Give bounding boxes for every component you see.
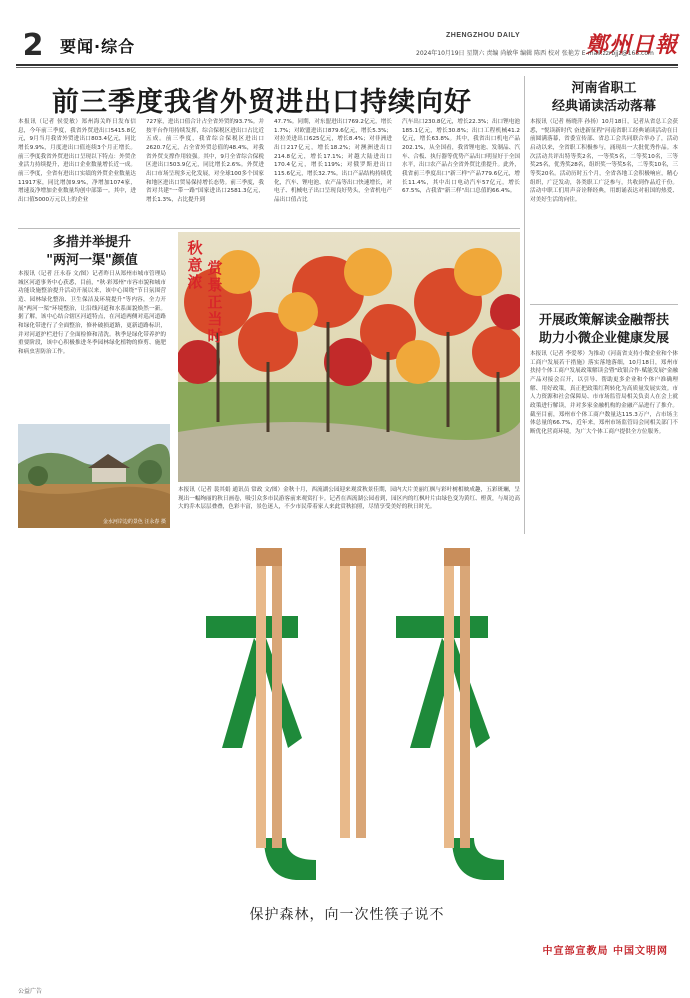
masthead-rule-thin — [16, 67, 678, 68]
lead-column: 汽车出口230.8亿元，增长22.3%；出口锂电池185.1亿元，增长30.8%；出口工程机械41.2亿元，增长63.8%。其中，我省出口机电产品202.1%，从全国看，我省锂电池、发制品、汽车、合板、执行器等优势产品出口明显好于全国水平，出口农产品占全省外贸比重提升。此外，我省前三季度出口"新三样"产品779.6亿元，增长11.4%，其中出口电动汽车57亿元，增长67.5%，占我省"新三样"出口总值的66.4%。 — [402, 119, 520, 195]
garden-photo — [18, 424, 170, 528]
autumn-park-photo — [178, 232, 520, 482]
lead-column: 47.7%。同期，对东盟进出口769.2亿元，增长1.7%；对欧盟进出口879.6亿元，增长5.3%；对拉美进出口625亿元，增长8.4%；对非洲进出口217亿元，增长18.2%；对澳洲进出口214.8亿元，增长17.1%；对越大陆进出口170.4亿元，增长119%；对俄罗斯进出口115.6亿元，增长32.7%。出口产品结构持续优化，汽车、锂电池、农产品等出口快速增长，对电子、机械电子出口呈现良好势头，全省机电产品出口值占比 — [274, 119, 392, 203]
paper-logo: 鄭州日報 — [585, 32, 678, 58]
feature-vertical-title: 赏景正当时 — [205, 260, 224, 345]
forest-chopsticks-illustration — [16, 538, 678, 898]
feature-vertical-title: 秋意浓 — [185, 240, 204, 291]
footer-label: 公益广告 — [18, 988, 43, 995]
public-service-ad — [16, 538, 678, 974]
lead-column: 727家，进出口值合计占全省外贸的93.7%。并按平台作用持续发挥，综合保税区进出口占比近五成。前三季度，我省综合保税区进出口2620.7亿元，占全省外贸总值的48.4%，对我省外贸支撑作用较强。其中，9月全省综合保税区进出口503.9亿元，同比增长2.6%。外贸进出口市场呈现多元化发展，对全球100多个国家和地区进出口贸易保持增长态势。前三季度，我省对共建"一带一路"国家进出口2581.3亿元，增长1.3%，占比提升到 — [146, 119, 264, 203]
headline-line: 经典诵读活动落幕 — [551, 98, 656, 114]
right-article-2: 本报讯（记者 李爱琴）为推动《河南省支持小微企业和个体工商户发展若干措施》落实落地落细，10月18日，郑州市扶持个体工商户发展政策解读会暨"政银合作·赋能发展"金融产品对接会召开，以引导、帮助更多企业和个体户准确理解、用好政策，真正把政策红利转化为高质量发展实效。市人力资源和社会保障局、市市场监管局相关负责人在会上就政策进行解读，并对多家金融机构的金融产品进行了推介。截至目前，郑州市个体工商户数量达115.3万户，占市场主体总量的66.7%，近年来，郑州市场监管局会同相关部门不断优化营商环境，为广大个体工商户提供全方位服务。 — [530, 351, 678, 435]
divider — [18, 228, 520, 229]
headline-line: 开展政策解读金融帮扶 — [538, 313, 669, 328]
lead-headline: 前三季度我省外贸进出口持续向好 — [52, 87, 472, 118]
headline-line: 助力小微企业健康发展 — [538, 330, 669, 346]
masthead-rule — [16, 64, 678, 66]
left-article: 本报讯（记者 汪永春 文/图）记者昨日从郑州市城市管理局城区河道事务中心获悉，目前，"秋·彩郑州"市容市貌和城市功能设施整治提升活动开展以来，该中心围绕"节日氛围营造、园林绿化整治、卫生保洁及环境提升"等内容，全力开展"两河一渠"环境整治，让沿线河道和水系面貌焕然一新。据了解，该中心结合辖区河道特点，在河道两侧对巡河道路和绿化带进行了全面整治，修补破损道路，更新道路标识，并对河道护栏进行了全面检修和清洗。秋季是绿化带养护的重要阶段，该中心积极推进冬季园林绿化植物的修剪、施肥和病虫害防治工作。 — [18, 271, 166, 355]
headline-line: 多措并举提升 — [52, 235, 131, 250]
headline-line: "两河一渠"颜值 — [46, 252, 138, 268]
right-article-1: 本报讯（记者 杨晓萍 孙扬）10月18日，记者从省总工会获悉，"悦读新时代 奋进新征程"河南省职工经典诵读活动在日前圆满落幕，省委宣传部、省总工会共同联合举办了，活动启动以来，全省职工积极参与，涌现出一大批优秀作品。本次活动共评出特等奖2名，一等奖5名，二等奖10名，三等奖25名，优秀奖28名，组织奖一等奖5名，二等奖10名，三等奖20名。活动历时五个月，全省各地工会积极响应，精心组织，广泛发动，各类职工广泛参与，共收到作品近千份。活动中职工们用声音诠释经典，用朗诵表达对祖国的热爱、对美好生活的向往。 — [530, 119, 678, 203]
right-headline-1 — [530, 80, 678, 115]
paper-name-en: ZHENGZHOU DAILY — [446, 32, 521, 39]
page-number: 2 — [22, 28, 44, 63]
section-title: 要闻·综合 — [60, 37, 136, 56]
lead-column: 本报讯（记者 侯爱敏）郑州海关昨日发布信息，今年前三季度，我省外贸进出口5415.8亿元，9月当月我省外贸进出口803.4亿元，同比增长9.9%，月度进出口值连续3个月正增长。前三季度我省外贸进出口呈现以下特点：外贸企业活力持续提升，进出口企业数量增长近一成。前三季度，全省有进出口实绩的外贸企业数量达11917家，同比增加9.9%，净增加1074家，增速及净增加企业数量均创中部第一。其中，进出口值5000万元以上的企业 — [18, 119, 136, 203]
photo-caption: 金水河岸边的景色 汪永春 摄 — [102, 519, 166, 525]
lead-body — [18, 118, 520, 226]
column-divider — [524, 76, 525, 534]
masthead — [16, 28, 678, 68]
dateline: 2024年10月19日 星期六 责编 尚敏华 编辑 陈西 校对 张艳芳 E-mail:zzrbjjz@163.com — [416, 50, 654, 57]
feature-caption: 本报讯（记者 裴其娟 通讯员 常政 文/图）金秋十月，西流湖公园迎来观赏秋景佳期，园内大片美丽红枫与彩叶树相映成趣，五彩斑斓，呈现出一幅绚丽的秋日画卷，吸引众多市民游客前来观赏打卡。记者在西流湖公园看到，园区内的红枫叶片由绿色变为黄红、橙黄，与周边高大的乔木层层叠叠，色彩丰富，景色迷人，不少市民带着家人来此赏秋拍照，尽情享受美好的秋日时光。 — [178, 487, 520, 511]
right-headline-2 — [530, 312, 678, 347]
left-headline — [18, 234, 166, 269]
ad-slogan: 保护森林，向一次性筷子说不 — [249, 907, 445, 923]
divider — [530, 304, 678, 305]
ad-credit: 中宣部宣教局 中国文明网 — [542, 946, 668, 957]
headline-line: 河南省职工 — [571, 81, 637, 96]
